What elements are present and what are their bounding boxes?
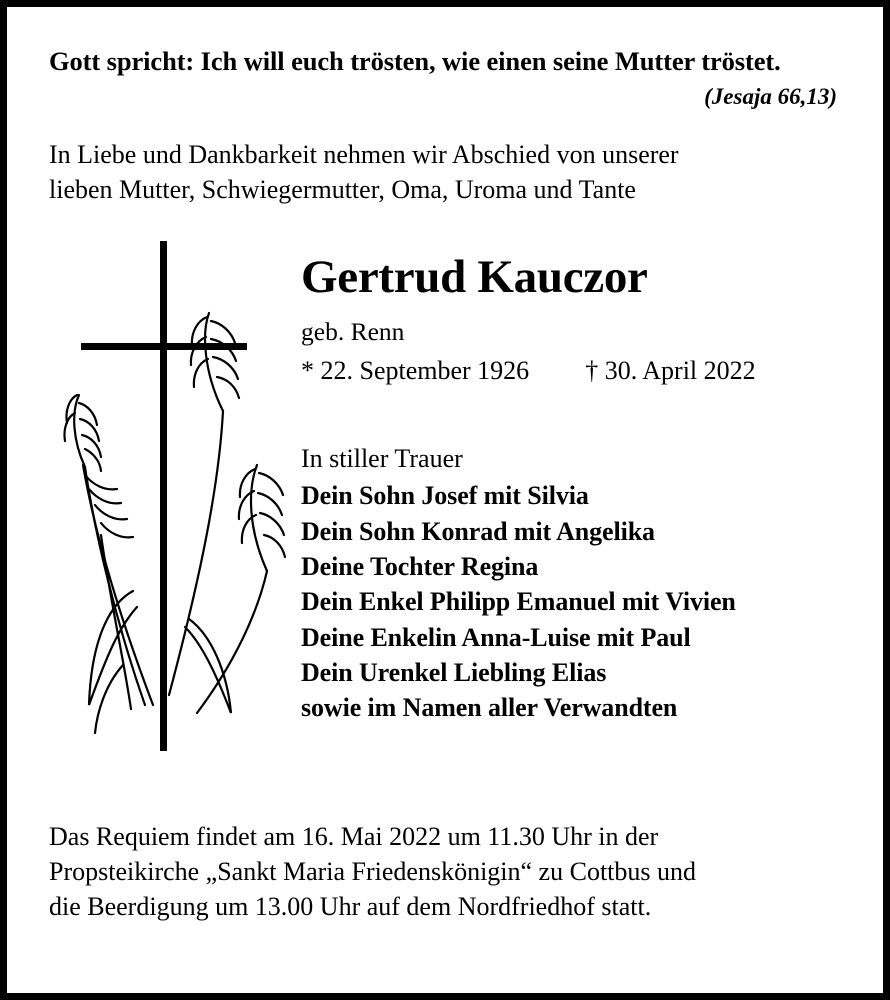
- list-item: sowie im Namen aller Verwandten: [301, 693, 678, 723]
- cross-and-wheat-illustration: [61, 235, 291, 775]
- list-item: Dein Sohn Josef mit Silvia: [301, 481, 589, 511]
- main-block: [49, 253, 841, 773]
- list-item: Deine Tochter Regina: [301, 551, 539, 581]
- funeral-details-line-2: Propsteikirche „Sankt Maria Friedenskönigin“ zu Cottbus und: [49, 857, 697, 887]
- list-item: Dein Urenkel Liebling Elias: [301, 658, 607, 688]
- maiden-name: geb. Renn: [301, 316, 405, 346]
- intro-text: [49, 138, 841, 207]
- funeral-details-line-1: Das Requiem findet am 16. Mai 2022 um 11.30 Uhr in der: [49, 822, 659, 852]
- deceased-name: Gertrud Kauczor: [301, 251, 648, 304]
- life-dates: [301, 356, 841, 386]
- list-item: Dein Sohn Konrad mit Angelika: [301, 516, 655, 546]
- death-date: † 30. April 2022: [585, 356, 756, 386]
- funeral-details-line-3: die Beerdigung um 13.00 Uhr auf dem Nordfriedhof statt.: [49, 892, 652, 922]
- birth-date: * 22. September 1926: [301, 356, 530, 386]
- mourning-label: In stiller Trauer: [301, 444, 463, 474]
- bible-verse-source: (Jesaja 66,13): [704, 84, 837, 110]
- intro-line-1: In Liebe und Dankbarkeit nehmen wir Abschied von unserer: [49, 140, 679, 170]
- mourners-list: [301, 478, 841, 726]
- intro-line-2: lieben Mutter, Schwiegermutter, Oma, Uroma und Tante: [49, 174, 636, 204]
- bible-verse: Gott spricht: Ich will euch trösten, wie einen seine Mutter tröstet.: [49, 46, 781, 76]
- list-item: Deine Enkelin Anna-Luise mit Paul: [301, 622, 691, 652]
- list-item: Dein Enkel Philipp Emanuel mit Vivien: [301, 587, 736, 617]
- funeral-details: [49, 819, 841, 924]
